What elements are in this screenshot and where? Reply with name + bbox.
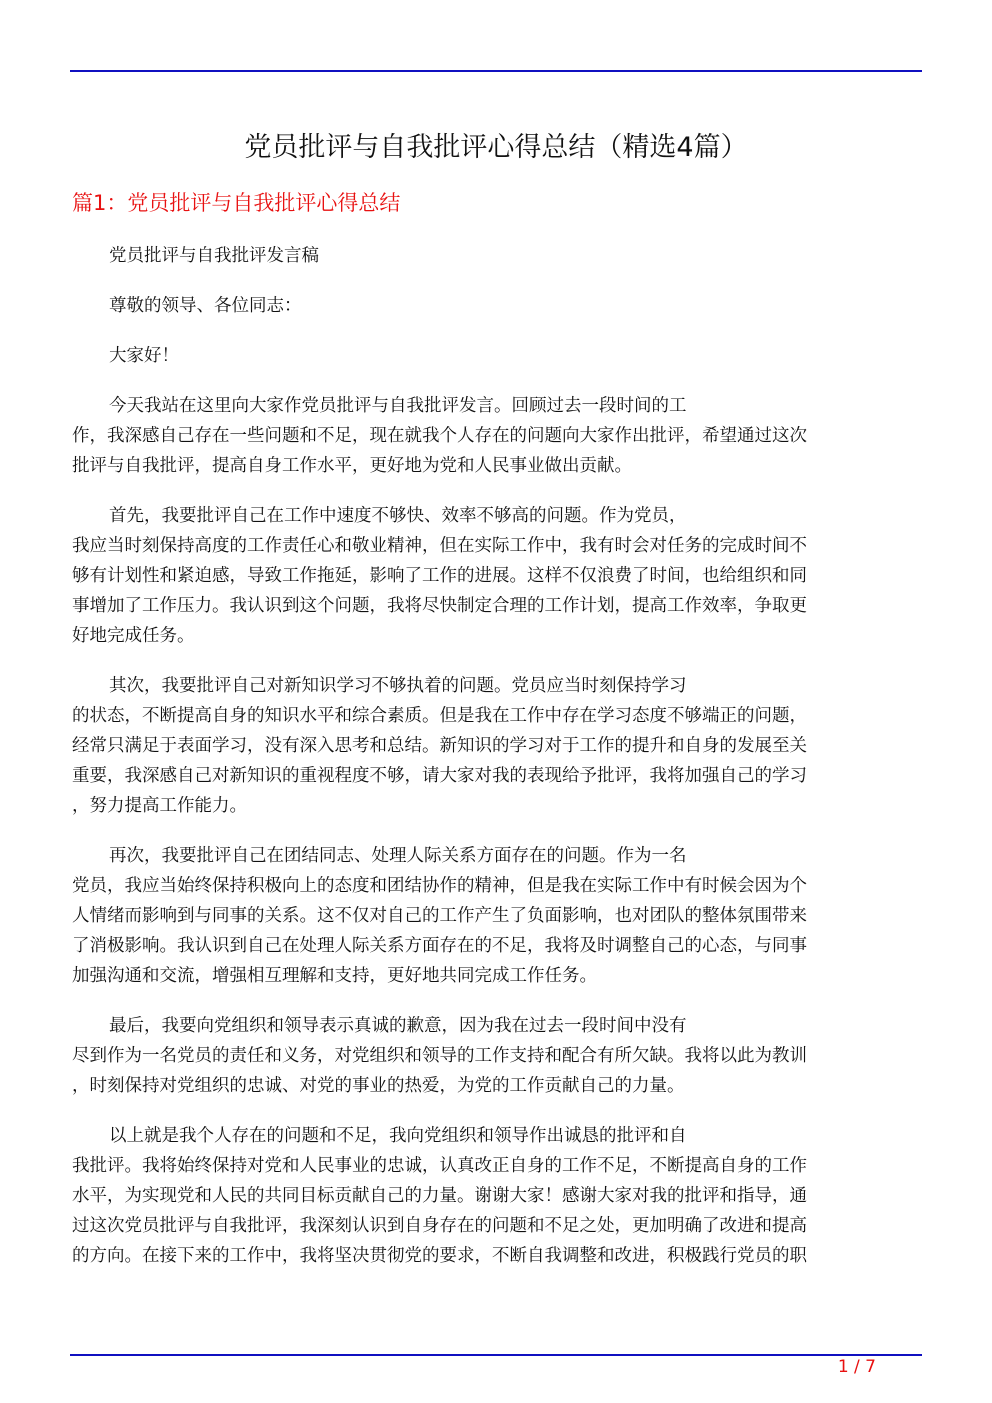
page-number: 1 / 7	[837, 1357, 876, 1377]
text-line: 作，我深感自己存在一些问题和不足，现在就我个人存在的问题向大家作出批评，希望通过这次	[72, 426, 807, 446]
text-line: 其次，我要批评自己对新知识学习不够执着的问题。党员应当时刻保持学习	[109, 676, 687, 696]
text-line: 党员批评与自我批评发言稿	[109, 246, 319, 266]
paragraph	[72, 671, 922, 821]
text-line: 尽到作为一名党员的责任和义务，对党组织和领导的工作支持和配合有所欠缺。我将以此为教训	[72, 1046, 807, 1066]
text-line: ，时刻保持对党组织的忠诚、对党的事业的热爱，为党的工作贡献自己的力量。	[72, 1076, 685, 1096]
document-body	[72, 241, 922, 1291]
text-line: 尊敬的领导、各位同志：	[109, 296, 302, 316]
text-line: 的状态，不断提高自身的知识水平和综合素质。但是我在工作中存在学习态度不够端正的问题，	[72, 706, 807, 726]
text-line: 过这次党员批评与自我批评，我深刻认识到自身存在的问题和不足之处，更加明确了改进和提高	[72, 1216, 807, 1236]
text-line: 再次，我要批评自己在团结同志、处理人际关系方面存在的问题。作为一名	[109, 846, 687, 866]
text-line: 够有计划性和紧迫感，导致工作拖延，影响了工作的进展。这样不仅浪费了时间，也给组织和同	[72, 566, 807, 586]
text-line: 的方向。在接下来的工作中，我将坚决贯彻党的要求，不断自我调整和改进，积极践行党员的职	[72, 1246, 807, 1266]
text-line: 经常只满足于表面学习，没有深入思考和总结。新知识的学习对于工作的提升和自身的发展至关	[72, 736, 807, 756]
header-rule	[70, 70, 922, 72]
document-title: 党员批评与自我批评心得总结（精选4篇）	[244, 132, 748, 163]
text-line: 我批评。我将始终保持对党和人民事业的忠诚，认真改正自身的工作不足，不断提高自身的工作	[72, 1156, 807, 1176]
text-line: 水平，为实现党和人民的共同目标贡献自己的力量。谢谢大家！感谢大家对我的批评和指导，通	[72, 1186, 807, 1206]
text-line: 以上就是我个人存在的问题和不足，我向党组织和领导作出诚恳的批评和自	[109, 1126, 687, 1146]
footer-rule	[70, 1354, 922, 1356]
text-line: 大家好！	[109, 346, 179, 366]
text-line: 最后，我要向党组织和领导表示真诚的歉意，因为我在过去一段时间中没有	[109, 1016, 687, 1036]
text-line: 批评与自我批评，提高自身工作水平，更好地为党和人民事业做出贡献。	[72, 456, 632, 476]
paragraph	[72, 501, 922, 651]
paragraph	[72, 1011, 922, 1101]
text-line: 我应当时刻保持高度的工作责任心和敬业精神，但在实际工作中，我有时会对任务的完成时间不	[72, 536, 807, 556]
text-line: 重要，我深感自己对新知识的重视程度不够，请大家对我的表现给予批评，我将加强自己的学习	[72, 766, 807, 786]
text-line: 今天我站在这里向大家作党员批评与自我批评发言。回顾过去一段时间的工	[109, 396, 687, 416]
text-line: 事增加了工作压力。我认识到这个问题，我将尽快制定合理的工作计划，提高工作效率，争取更	[72, 596, 807, 616]
text-line: 人情绪而影响到与同事的关系。这不仅对自己的工作产生了负面影响，也对团队的整体氛围带来	[72, 906, 807, 926]
paragraph	[72, 341, 922, 371]
paragraph	[72, 391, 922, 481]
section-heading: 篇1：党员批评与自我批评心得总结	[72, 191, 401, 215]
text-line: 了消极影响。我认识到自己在处理人际关系方面存在的不足，我将及时调整自己的心态，与同事	[72, 936, 807, 956]
paragraph	[72, 241, 922, 271]
text-line: ，努力提高工作能力。	[72, 796, 247, 816]
paragraph	[72, 841, 922, 991]
text-line: 好地完成任务。	[72, 626, 195, 646]
text-line: 首先，我要批评自己在工作中速度不够快、效率不够高的问题。作为党员，	[109, 506, 687, 526]
text-line: 党员，我应当始终保持积极向上的态度和团结协作的精神，但是我在实际工作中有时候会因为个	[72, 876, 807, 896]
paragraph	[72, 291, 922, 321]
paragraph	[72, 1121, 922, 1271]
text-line: 加强沟通和交流，增强相互理解和支持，更好地共同完成工作任务。	[72, 966, 597, 986]
